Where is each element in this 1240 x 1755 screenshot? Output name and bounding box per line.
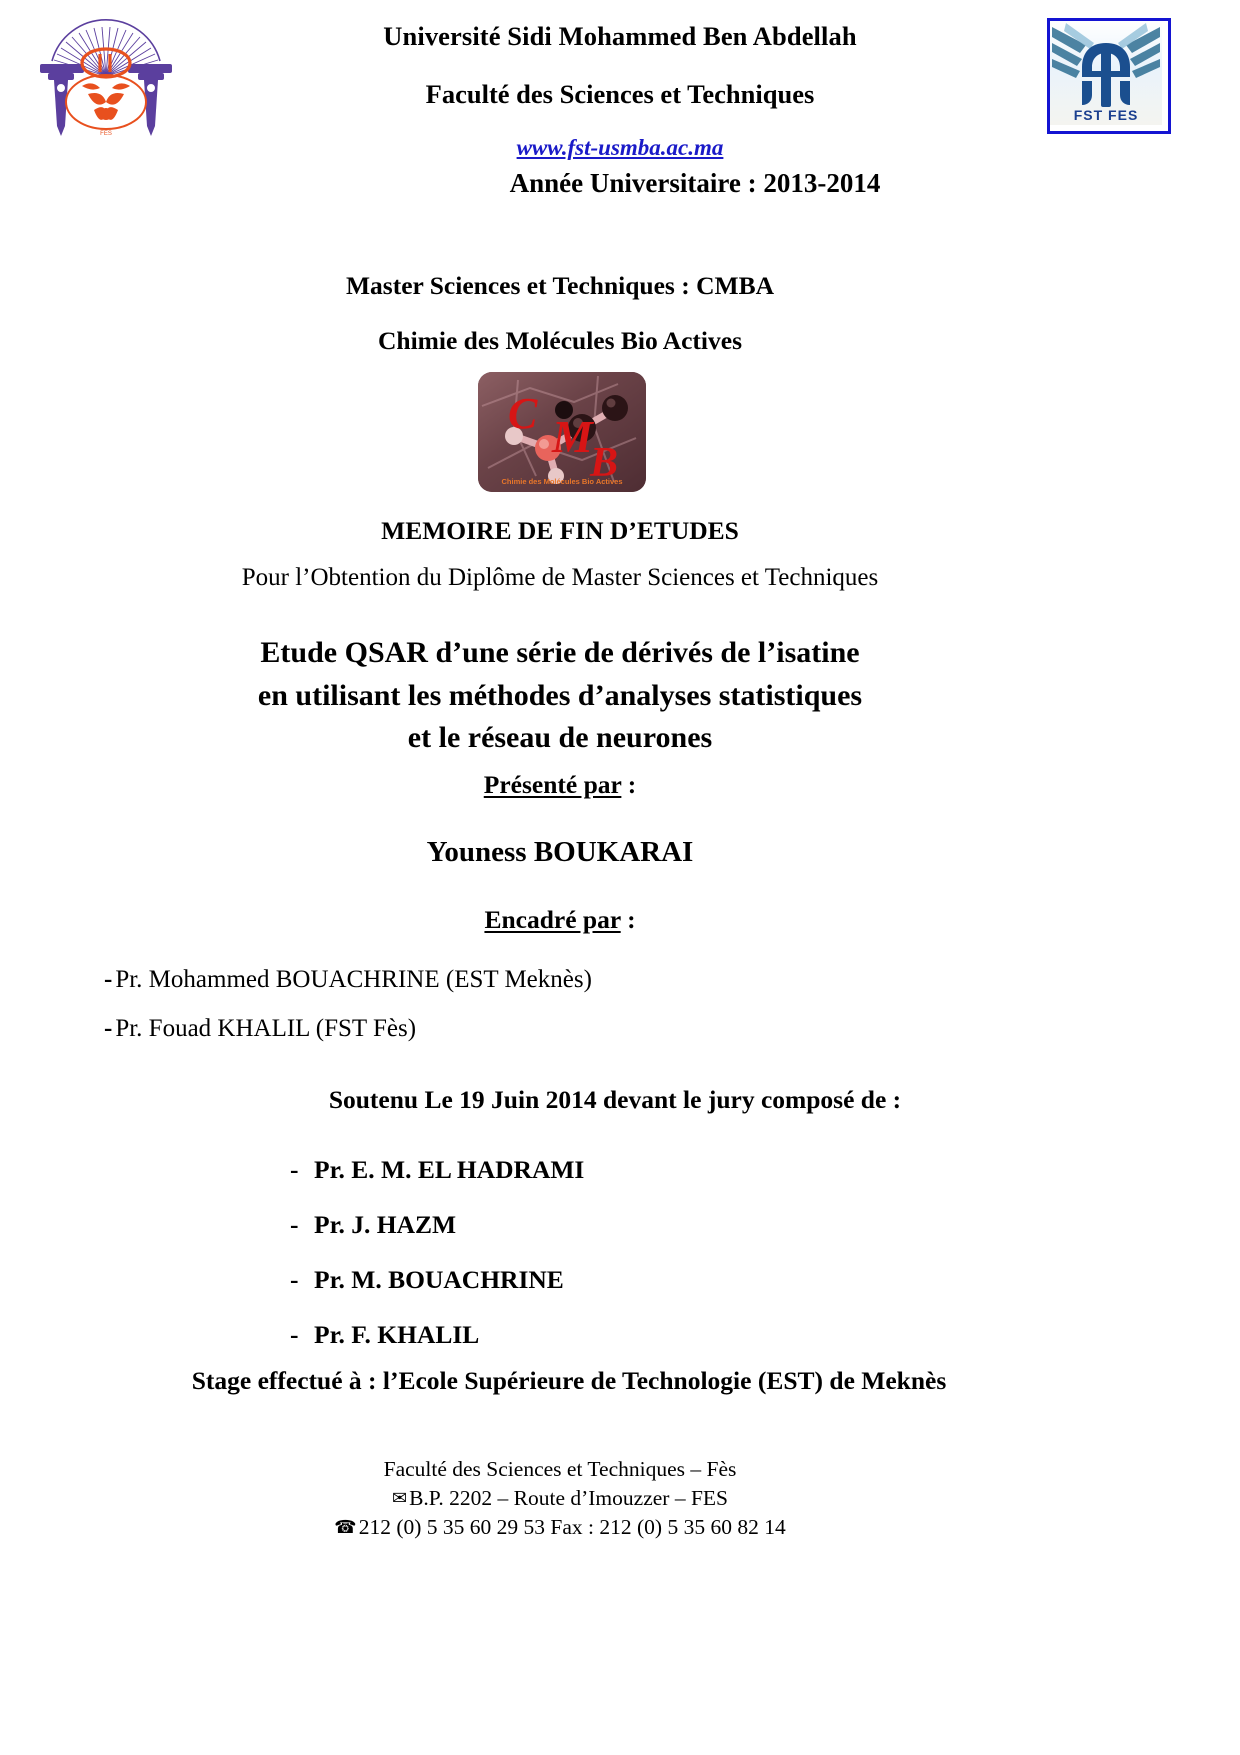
svg-text:FST FES: FST FES <box>1073 107 1139 123</box>
list-dash: - <box>290 1155 299 1184</box>
supervised-by-text: Encadré par <box>484 905 621 934</box>
supervised-by-label <box>0 905 1120 935</box>
document-type-heading: MEMOIRE DE FIN D’ETUDES <box>381 516 739 545</box>
phone-icon: ☎ <box>334 1516 357 1538</box>
footer-address <box>0 1484 1120 1513</box>
envelope-icon: ✉ <box>392 1487 408 1509</box>
list-item <box>104 967 1004 992</box>
academic-year: Année Universitaire : 2013-2014 <box>509 168 881 198</box>
university-name: Université Sidi Mohammed Ben Abdellah <box>383 21 857 51</box>
footer-address-text: B.P. 2202 – Route d’Imouzzer – FES <box>409 1485 728 1510</box>
list-item <box>290 1320 990 1350</box>
list-item <box>290 1265 990 1295</box>
thesis-title-line-1: Etude QSAR d’une série de dérivés de l’isatine <box>260 636 860 669</box>
page-header <box>0 0 1240 198</box>
footer-contact <box>0 1513 1120 1542</box>
supervised-by-colon: : <box>620 905 636 934</box>
cmba-molecule-logo <box>478 372 646 492</box>
cmba-letter-m: M <box>552 411 593 462</box>
jury-member-name: Pr. F. KHALIL <box>314 1320 480 1349</box>
footer-contact-text: 212 (0) 5 35 60 29 53 Fax : 212 (0) 5 35 60 82 14 <box>358 1514 786 1539</box>
list-item <box>290 1155 990 1185</box>
faculty-website-link[interactable]: www.fst-usmba.ac.ma <box>516 135 724 161</box>
presented-by-text: Présenté par <box>483 770 622 799</box>
program-block <box>0 272 1120 355</box>
footer-faculty: Faculté des Sciences et Techniques – Fès <box>383 1457 737 1481</box>
cmba-letter-c: C <box>508 389 538 438</box>
presented-by-colon: : <box>621 770 637 799</box>
faculty-name: Faculté des Sciences et Techniques <box>425 79 815 110</box>
cmba-letter-b: B <box>590 440 619 486</box>
list-dash: - <box>290 1320 299 1349</box>
list-item <box>290 1210 990 1240</box>
list-dash: - <box>290 1210 299 1239</box>
diploma-purpose: Pour l’Obtention du Diplôme de Master Sciences et Techniques <box>241 564 879 591</box>
thesis-title-line-3: et le réseau de neurones <box>407 721 713 755</box>
supervisor-name: Pr. Fouad KHALIL (FST Fès) <box>115 1015 417 1042</box>
list-item <box>104 1016 1004 1041</box>
list-dash: - <box>290 1265 299 1294</box>
list-dash: - <box>104 966 113 993</box>
master-program-line: Master Sciences et Techniques : CMBA <box>345 271 775 300</box>
svg-text:FES: FES <box>100 131 112 137</box>
defense-line: Soutenu Le 19 Juin 2014 devant le jury composé de : <box>328 1085 902 1114</box>
presented-by-label <box>0 770 1120 800</box>
jury-member-name: Pr. E. M. EL HADRAMI <box>314 1155 585 1184</box>
list-dash: - <box>104 1015 113 1042</box>
cmba-logo-caption: Chimie des Molécules Bio Actives <box>501 477 623 486</box>
thesis-title <box>0 632 1120 760</box>
thesis-title-line-2: en utilisant les méthodes d’analyses statistiques <box>257 678 863 712</box>
page-footer <box>0 1455 1120 1541</box>
supervisor-name: Pr. Mohammed BOUACHRINE (EST Meknès) <box>115 966 592 993</box>
usmba-university-crest-logo <box>24 14 189 142</box>
specialty-line: Chimie des Molécules Bio Actives <box>377 326 743 356</box>
jury-member-name: Pr. J. HAZM <box>314 1210 457 1239</box>
jury-member-name: Pr. M. BOUACHRINE <box>314 1265 564 1294</box>
internship-line: Stage effectué à : l’Ecole Supérieure de Technologie (EST) de Meknès <box>191 1366 947 1395</box>
fst-fes-logo <box>1047 18 1171 134</box>
header-title-block <box>190 22 1050 161</box>
author-name: Youness BOUKARAI <box>426 836 694 868</box>
jury-list <box>290 1155 990 1375</box>
supervisors-list <box>104 967 1004 1065</box>
